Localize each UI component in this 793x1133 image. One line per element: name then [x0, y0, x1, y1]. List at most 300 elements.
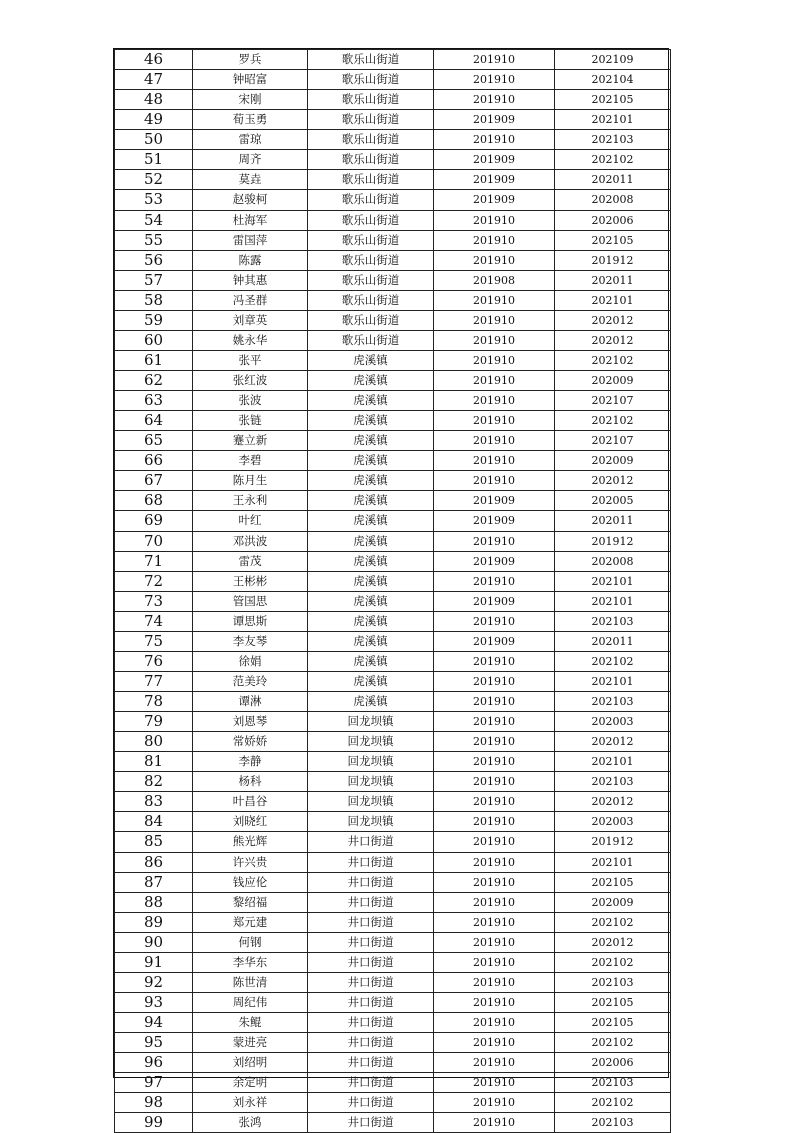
- cell-end-month: 202103: [555, 611, 671, 631]
- cell-end-month: 202008: [555, 190, 671, 210]
- table-row: [115, 1113, 671, 1133]
- table-row: [115, 752, 671, 772]
- table-row: [115, 872, 671, 892]
- cell-number: 92: [115, 972, 193, 992]
- table-row: [115, 631, 671, 651]
- cell-area: 歌乐山街道: [308, 130, 434, 150]
- cell-number: 71: [115, 551, 193, 571]
- cell-start-month: 201910: [434, 431, 555, 451]
- cell-name: 陈露: [193, 250, 308, 270]
- cell-area: 歌乐山街道: [308, 150, 434, 170]
- cell-number: 59: [115, 310, 193, 330]
- cell-end-month: 202103: [555, 1113, 671, 1133]
- cell-start-month: 201910: [434, 230, 555, 250]
- cell-start-month: 201910: [434, 732, 555, 752]
- cell-area: 虎溪镇: [308, 571, 434, 591]
- cell-end-month: 202008: [555, 551, 671, 571]
- cell-area: 回龙坝镇: [308, 792, 434, 812]
- table-row: [115, 471, 671, 491]
- cell-area: 虎溪镇: [308, 692, 434, 712]
- cell-name: 熊光辉: [193, 832, 308, 852]
- table-row: [115, 832, 671, 852]
- cell-end-month: 202101: [555, 290, 671, 310]
- cell-end-month: 202105: [555, 992, 671, 1012]
- cell-number: 93: [115, 992, 193, 1012]
- cell-number: 67: [115, 471, 193, 491]
- cell-area: 歌乐山街道: [308, 330, 434, 350]
- cell-start-month: 201910: [434, 371, 555, 391]
- cell-start-month: 201909: [434, 491, 555, 511]
- table-row: [115, 1013, 671, 1033]
- cell-area: 回龙坝镇: [308, 752, 434, 772]
- cell-end-month: 202012: [555, 932, 671, 952]
- cell-number: 52: [115, 170, 193, 190]
- cell-name: 姚永华: [193, 330, 308, 350]
- cell-end-month: 202101: [555, 671, 671, 691]
- cell-number: 75: [115, 631, 193, 651]
- cell-number: 49: [115, 110, 193, 130]
- cell-area: 回龙坝镇: [308, 732, 434, 752]
- cell-end-month: 202011: [555, 631, 671, 651]
- cell-name: 李华东: [193, 952, 308, 972]
- table-row: [115, 50, 671, 70]
- cell-end-month: 202101: [555, 752, 671, 772]
- cell-start-month: 201910: [434, 792, 555, 812]
- cell-start-month: 201910: [434, 912, 555, 932]
- cell-name: 钟昭富: [193, 70, 308, 90]
- cell-start-month: 201910: [434, 70, 555, 90]
- cell-number: 84: [115, 812, 193, 832]
- cell-start-month: 201910: [434, 972, 555, 992]
- table-row: [115, 712, 671, 732]
- cell-end-month: 202102: [555, 350, 671, 370]
- cell-start-month: 201910: [434, 712, 555, 732]
- cell-area: 虎溪镇: [308, 491, 434, 511]
- cell-area: 虎溪镇: [308, 471, 434, 491]
- cell-area: 虎溪镇: [308, 431, 434, 451]
- cell-area: 井口街道: [308, 1093, 434, 1113]
- cell-start-month: 201910: [434, 852, 555, 872]
- cell-start-month: 201909: [434, 150, 555, 170]
- cell-end-month: 202103: [555, 692, 671, 712]
- cell-area: 歌乐山街道: [308, 310, 434, 330]
- cell-start-month: 201910: [434, 692, 555, 712]
- cell-number: 70: [115, 531, 193, 551]
- cell-start-month: 201909: [434, 551, 555, 571]
- cell-name: 莫垚: [193, 170, 308, 190]
- cell-number: 95: [115, 1033, 193, 1053]
- cell-start-month: 201910: [434, 50, 555, 70]
- cell-end-month: 202101: [555, 852, 671, 872]
- cell-start-month: 201910: [434, 571, 555, 591]
- table-row: [115, 952, 671, 972]
- cell-name: 钱应伦: [193, 872, 308, 892]
- table-row: [115, 230, 671, 250]
- cell-number: 77: [115, 671, 193, 691]
- cell-area: 歌乐山街道: [308, 230, 434, 250]
- cell-end-month: 202006: [555, 1053, 671, 1073]
- cell-area: 回龙坝镇: [308, 712, 434, 732]
- cell-start-month: 201910: [434, 1053, 555, 1073]
- cell-start-month: 201910: [434, 531, 555, 551]
- cell-name: 冯圣群: [193, 290, 308, 310]
- table-row: [115, 90, 671, 110]
- cell-name: 钟其惠: [193, 270, 308, 290]
- table-row: [115, 250, 671, 270]
- cell-end-month: 202105: [555, 90, 671, 110]
- table-row: [115, 732, 671, 752]
- table-row: [115, 210, 671, 230]
- cell-number: 87: [115, 872, 193, 892]
- cell-area: 歌乐山街道: [308, 210, 434, 230]
- cell-area: 虎溪镇: [308, 611, 434, 631]
- cell-area: 井口街道: [308, 1113, 434, 1133]
- cell-end-month: 202105: [555, 230, 671, 250]
- cell-start-month: 201910: [434, 411, 555, 431]
- cell-name: 许兴贵: [193, 852, 308, 872]
- table-row: [115, 310, 671, 330]
- cell-start-month: 201909: [434, 110, 555, 130]
- cell-start-month: 201910: [434, 90, 555, 110]
- cell-end-month: 202005: [555, 491, 671, 511]
- cell-name: 杨科: [193, 772, 308, 792]
- table-row: [115, 812, 671, 832]
- table-row: [115, 350, 671, 370]
- table-row: [115, 912, 671, 932]
- table-row: [115, 531, 671, 551]
- cell-start-month: 201910: [434, 1013, 555, 1033]
- cell-start-month: 201910: [434, 1073, 555, 1093]
- cell-name: 雷茂: [193, 551, 308, 571]
- cell-start-month: 201910: [434, 651, 555, 671]
- table-row: [115, 1093, 671, 1113]
- cell-number: 83: [115, 792, 193, 812]
- cell-name: 张波: [193, 391, 308, 411]
- cell-number: 68: [115, 491, 193, 511]
- table-row: [115, 972, 671, 992]
- cell-end-month: 202012: [555, 330, 671, 350]
- roster-table-body: [115, 50, 671, 1133]
- cell-end-month: 202003: [555, 712, 671, 732]
- cell-number: 97: [115, 1073, 193, 1093]
- cell-number: 53: [115, 190, 193, 210]
- cell-area: 井口街道: [308, 992, 434, 1012]
- cell-area: 井口街道: [308, 1013, 434, 1033]
- cell-number: 64: [115, 411, 193, 431]
- table-row: [115, 371, 671, 391]
- table-row: [115, 932, 671, 952]
- cell-name: 蹇立新: [193, 431, 308, 451]
- cell-end-month: 202102: [555, 150, 671, 170]
- cell-start-month: 201910: [434, 1033, 555, 1053]
- cell-name: 谭思斯: [193, 611, 308, 631]
- cell-area: 虎溪镇: [308, 671, 434, 691]
- roster-table-page: [113, 48, 669, 1132]
- table-row: [115, 110, 671, 130]
- cell-start-month: 201909: [434, 190, 555, 210]
- cell-name: 宋刚: [193, 90, 308, 110]
- cell-area: 歌乐山街道: [308, 110, 434, 130]
- cell-name: 荀玉勇: [193, 110, 308, 130]
- cell-start-month: 201910: [434, 250, 555, 270]
- cell-end-month: 202101: [555, 571, 671, 591]
- cell-area: 井口街道: [308, 1053, 434, 1073]
- table-row: [115, 792, 671, 812]
- table-row: [115, 431, 671, 451]
- cell-end-month: 202103: [555, 772, 671, 792]
- table-row: [115, 571, 671, 591]
- cell-name: 郑元建: [193, 912, 308, 932]
- cell-area: 井口街道: [308, 852, 434, 872]
- cell-name: 张红波: [193, 371, 308, 391]
- table-row: [115, 551, 671, 571]
- cell-number: 51: [115, 150, 193, 170]
- table-row: [115, 692, 671, 712]
- table-row: [115, 491, 671, 511]
- table-row: [115, 170, 671, 190]
- cell-start-month: 201910: [434, 210, 555, 230]
- cell-end-month: 202012: [555, 471, 671, 491]
- table-row: [115, 330, 671, 350]
- cell-name: 李静: [193, 752, 308, 772]
- cell-number: 81: [115, 752, 193, 772]
- cell-end-month: 202102: [555, 1093, 671, 1113]
- cell-area: 虎溪镇: [308, 511, 434, 531]
- cell-name: 余定明: [193, 1073, 308, 1093]
- cell-area: 歌乐山街道: [308, 250, 434, 270]
- cell-name: 张链: [193, 411, 308, 431]
- cell-number: 78: [115, 692, 193, 712]
- cell-start-month: 201910: [434, 932, 555, 952]
- cell-name: 管国思: [193, 591, 308, 611]
- cell-end-month: 202009: [555, 371, 671, 391]
- cell-number: 60: [115, 330, 193, 350]
- table-row: [115, 611, 671, 631]
- cell-area: 回龙坝镇: [308, 772, 434, 792]
- cell-area: 虎溪镇: [308, 631, 434, 651]
- cell-start-month: 201909: [434, 511, 555, 531]
- cell-start-month: 201910: [434, 290, 555, 310]
- cell-end-month: 202012: [555, 310, 671, 330]
- cell-name: 陈世清: [193, 972, 308, 992]
- table-row: [115, 852, 671, 872]
- cell-start-month: 201910: [434, 611, 555, 631]
- cell-number: 89: [115, 912, 193, 932]
- cell-end-month: 202103: [555, 972, 671, 992]
- cell-start-month: 201909: [434, 631, 555, 651]
- cell-number: 99: [115, 1113, 193, 1133]
- cell-end-month: 202101: [555, 591, 671, 611]
- roster-table: [114, 49, 671, 1133]
- cell-name: 蒙进亮: [193, 1033, 308, 1053]
- cell-start-month: 201910: [434, 451, 555, 471]
- cell-end-month: 202105: [555, 872, 671, 892]
- cell-name: 刘晓红: [193, 812, 308, 832]
- cell-start-month: 201910: [434, 812, 555, 832]
- cell-end-month: 202109: [555, 50, 671, 70]
- cell-end-month: 202009: [555, 892, 671, 912]
- cell-end-month: 202103: [555, 1073, 671, 1093]
- table-row: [115, 772, 671, 792]
- cell-end-month: 202102: [555, 912, 671, 932]
- cell-area: 虎溪镇: [308, 651, 434, 671]
- cell-end-month: 202102: [555, 411, 671, 431]
- table-row: [115, 992, 671, 1012]
- cell-area: 歌乐山街道: [308, 270, 434, 290]
- cell-number: 65: [115, 431, 193, 451]
- cell-end-month: 202102: [555, 1033, 671, 1053]
- cell-name: 朱鲲: [193, 1013, 308, 1033]
- cell-area: 井口街道: [308, 1033, 434, 1053]
- cell-number: 88: [115, 892, 193, 912]
- cell-number: 72: [115, 571, 193, 591]
- cell-number: 73: [115, 591, 193, 611]
- cell-area: 虎溪镇: [308, 411, 434, 431]
- table-row: [115, 671, 671, 691]
- cell-number: 50: [115, 130, 193, 150]
- cell-name: 雷国萍: [193, 230, 308, 250]
- cell-name: 刘恩琴: [193, 712, 308, 732]
- cell-number: 96: [115, 1053, 193, 1073]
- cell-area: 井口街道: [308, 832, 434, 852]
- cell-area: 歌乐山街道: [308, 90, 434, 110]
- cell-name: 常娇娇: [193, 732, 308, 752]
- cell-end-month: 202104: [555, 70, 671, 90]
- cell-start-month: 201910: [434, 471, 555, 491]
- cell-name: 谭淋: [193, 692, 308, 712]
- cell-number: 63: [115, 391, 193, 411]
- cell-number: 82: [115, 772, 193, 792]
- cell-number: 55: [115, 230, 193, 250]
- cell-area: 虎溪镇: [308, 551, 434, 571]
- cell-end-month: 201912: [555, 250, 671, 270]
- cell-name: 周齐: [193, 150, 308, 170]
- cell-end-month: 202012: [555, 792, 671, 812]
- cell-name: 邓洪波: [193, 531, 308, 551]
- cell-end-month: 202012: [555, 732, 671, 752]
- table-row: [115, 892, 671, 912]
- table-row: [115, 391, 671, 411]
- cell-name: 叶红: [193, 511, 308, 531]
- cell-number: 54: [115, 210, 193, 230]
- cell-area: 虎溪镇: [308, 451, 434, 471]
- cell-name: 刘绍明: [193, 1053, 308, 1073]
- table-row: [115, 411, 671, 431]
- cell-name: 张鸿: [193, 1113, 308, 1133]
- cell-number: 85: [115, 832, 193, 852]
- cell-start-month: 201910: [434, 310, 555, 330]
- cell-number: 90: [115, 932, 193, 952]
- cell-name: 王彬彬: [193, 571, 308, 591]
- cell-start-month: 201909: [434, 170, 555, 190]
- cell-start-month: 201910: [434, 391, 555, 411]
- cell-name: 雷琼: [193, 130, 308, 150]
- cell-end-month: 202102: [555, 952, 671, 972]
- cell-name: 赵骏柯: [193, 190, 308, 210]
- cell-name: 刘永祥: [193, 1093, 308, 1113]
- cell-start-month: 201910: [434, 752, 555, 772]
- table-row: [115, 290, 671, 310]
- cell-end-month: 202003: [555, 812, 671, 832]
- cell-area: 歌乐山街道: [308, 50, 434, 70]
- cell-name: 何钢: [193, 932, 308, 952]
- table-row: [115, 190, 671, 210]
- table-row: [115, 150, 671, 170]
- table-row: [115, 130, 671, 150]
- cell-start-month: 201910: [434, 992, 555, 1012]
- cell-area: 井口街道: [308, 1073, 434, 1093]
- cell-number: 74: [115, 611, 193, 631]
- cell-end-month: 202011: [555, 170, 671, 190]
- cell-number: 86: [115, 852, 193, 872]
- cell-number: 66: [115, 451, 193, 471]
- table-row: [115, 1073, 671, 1093]
- cell-name: 罗兵: [193, 50, 308, 70]
- cell-name: 叶昌谷: [193, 792, 308, 812]
- cell-area: 虎溪镇: [308, 591, 434, 611]
- table-row: [115, 451, 671, 471]
- cell-end-month: 202107: [555, 391, 671, 411]
- cell-start-month: 201910: [434, 130, 555, 150]
- cell-name: 张平: [193, 350, 308, 370]
- cell-start-month: 201910: [434, 772, 555, 792]
- table-row: [115, 591, 671, 611]
- cell-number: 69: [115, 511, 193, 531]
- cell-name: 周纪伟: [193, 992, 308, 1012]
- cell-number: 47: [115, 70, 193, 90]
- cell-number: 46: [115, 50, 193, 70]
- cell-name: 李碧: [193, 451, 308, 471]
- cell-end-month: 202105: [555, 1013, 671, 1033]
- cell-area: 虎溪镇: [308, 391, 434, 411]
- table-row: [115, 270, 671, 290]
- cell-end-month: 202006: [555, 210, 671, 230]
- cell-number: 56: [115, 250, 193, 270]
- cell-start-month: 201910: [434, 350, 555, 370]
- cell-start-month: 201910: [434, 1093, 555, 1113]
- cell-number: 58: [115, 290, 193, 310]
- cell-name: 陈月生: [193, 471, 308, 491]
- cell-area: 井口街道: [308, 912, 434, 932]
- cell-number: 98: [115, 1093, 193, 1113]
- cell-end-month: 202102: [555, 651, 671, 671]
- cell-area: 虎溪镇: [308, 371, 434, 391]
- cell-name: 李友琴: [193, 631, 308, 651]
- cell-number: 61: [115, 350, 193, 370]
- cell-area: 回龙坝镇: [308, 812, 434, 832]
- cell-area: 井口街道: [308, 972, 434, 992]
- cell-number: 48: [115, 90, 193, 110]
- cell-number: 76: [115, 651, 193, 671]
- table-row: [115, 651, 671, 671]
- cell-end-month: 202103: [555, 130, 671, 150]
- cell-name: 王永利: [193, 491, 308, 511]
- cell-area: 虎溪镇: [308, 350, 434, 370]
- table-row: [115, 70, 671, 90]
- table-row: [115, 1033, 671, 1053]
- cell-number: 62: [115, 371, 193, 391]
- cell-number: 79: [115, 712, 193, 732]
- cell-number: 57: [115, 270, 193, 290]
- cell-area: 井口街道: [308, 892, 434, 912]
- cell-number: 80: [115, 732, 193, 752]
- cell-area: 井口街道: [308, 872, 434, 892]
- table-row: [115, 1053, 671, 1073]
- cell-start-month: 201910: [434, 330, 555, 350]
- cell-end-month: 202107: [555, 431, 671, 451]
- cell-name: 刘章英: [193, 310, 308, 330]
- cell-start-month: 201910: [434, 892, 555, 912]
